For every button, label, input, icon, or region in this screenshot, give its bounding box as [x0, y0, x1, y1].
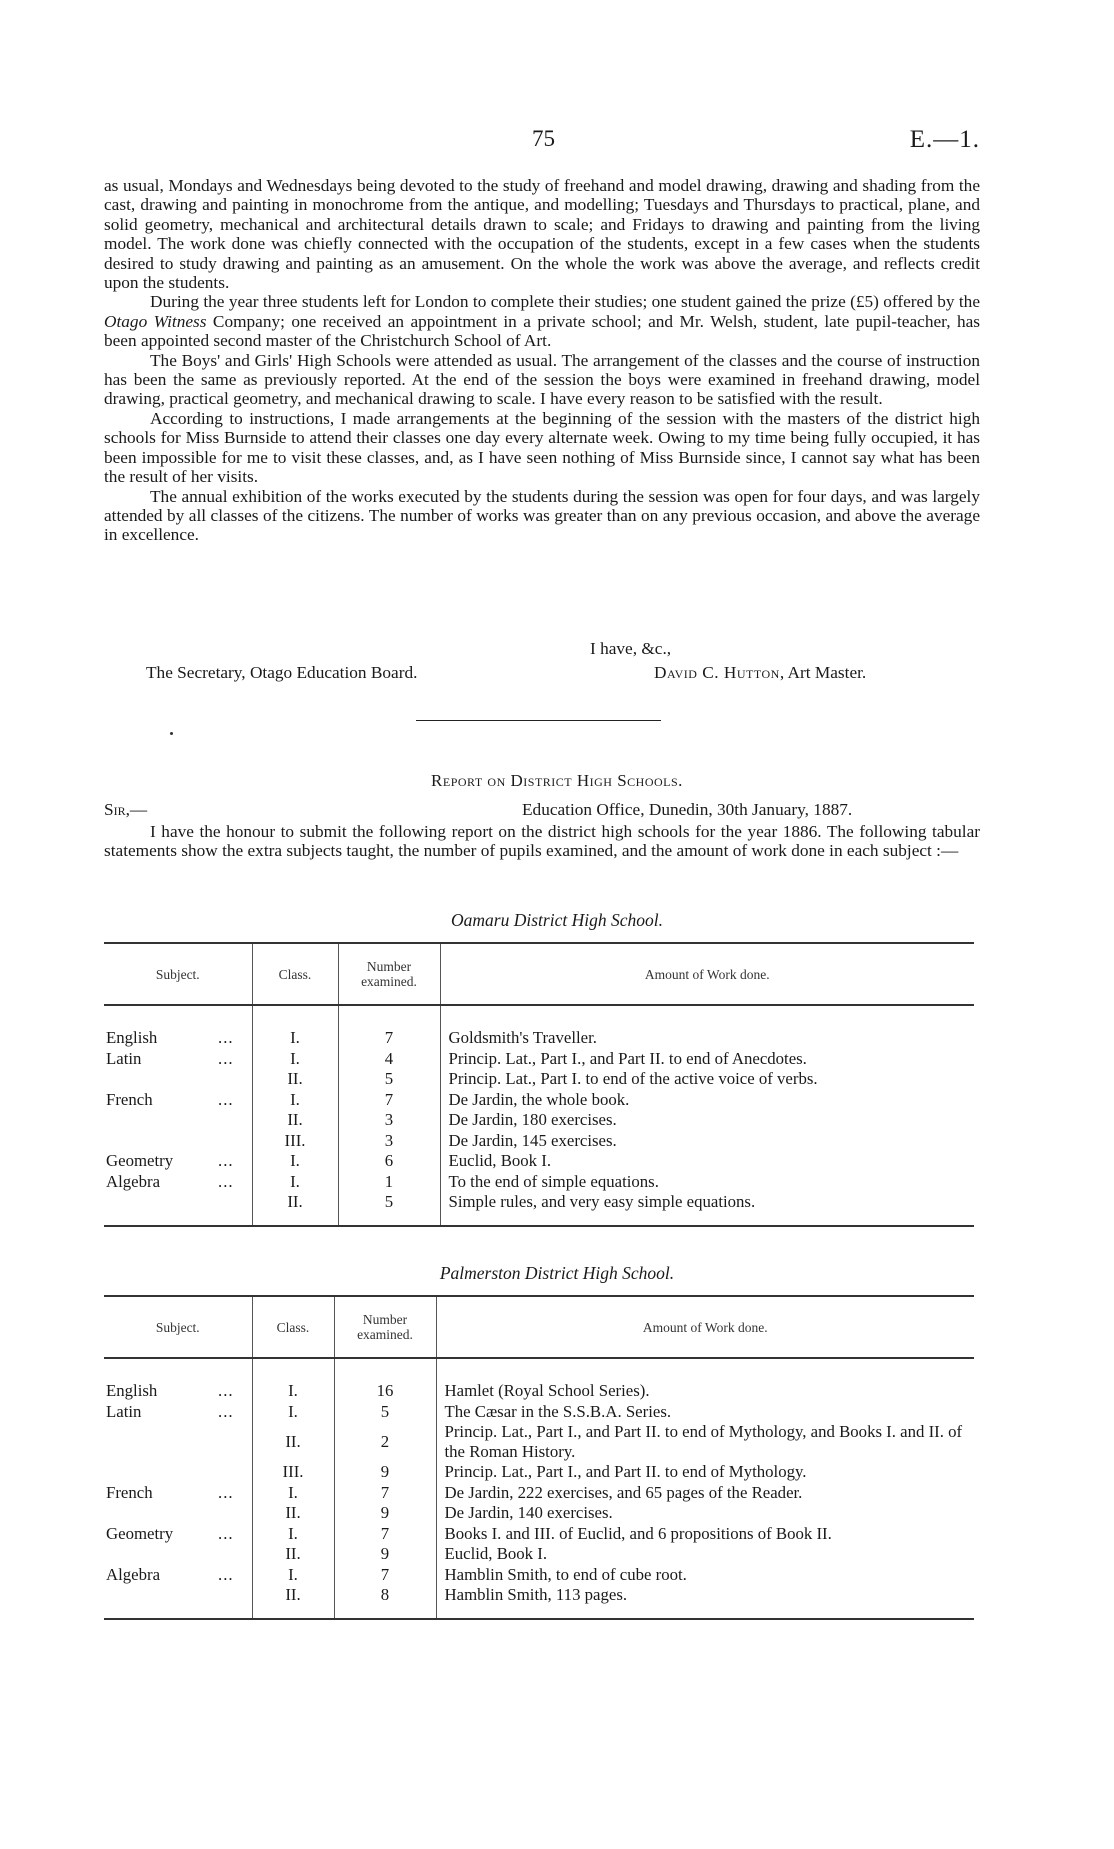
work-cell: Euclid, Book I. [448, 1151, 552, 1170]
letter-body [104, 176, 980, 545]
work-cell: Princip. Lat., Part I., and Part II. to end of Mythology, and Books I. and II. of the Roman History. [444, 1422, 963, 1461]
work-cell: De Jardin, 145 exercises. [448, 1130, 617, 1150]
table-header-row [104, 1296, 974, 1358]
spacer-cell [104, 1358, 252, 1381]
oamaru-table [104, 942, 974, 1227]
number-cell: 2 [334, 1422, 436, 1462]
number-cell: 6 [338, 1151, 440, 1172]
table-row [104, 1192, 974, 1226]
table-title-oamaru: Oamaru District High School. [451, 910, 663, 930]
class-cell: II. [252, 1110, 338, 1131]
spacer-cell [252, 1358, 334, 1381]
salutation: Sir,— [104, 800, 148, 819]
number-cell: 7 [334, 1524, 436, 1545]
paragraph [104, 351, 980, 409]
table-row [104, 1028, 974, 1049]
subject-cell [104, 1192, 252, 1226]
subject-cell [104, 1090, 252, 1111]
class-cell: I. [252, 1028, 338, 1049]
subject-cell [104, 1524, 252, 1545]
class-cell: III. [252, 1462, 334, 1483]
class-cell: I. [252, 1565, 334, 1586]
table-row [104, 1402, 974, 1423]
subject-name: Algebra [106, 1564, 161, 1584]
table-row [104, 1422, 974, 1462]
table-row [104, 1544, 974, 1565]
table-row [104, 1110, 974, 1131]
paragraph-text: According to instructions, I made arrangements at the beginning of the session with the masters of the district high schools for Miss Burnside to attend their classes one day every alternate week. Owing to my time being fully occupied, it has been impossible for me to visit these classes, and, as I have seen nothing of Miss Burnside since, I cannot say what has been the result of her visits. [104, 408, 980, 487]
subject-cell [104, 1585, 252, 1619]
subject-cell [104, 1483, 252, 1504]
column-header-subject: Subject. [104, 943, 252, 1005]
number-cell: 8 [334, 1585, 436, 1619]
table-row [104, 1524, 974, 1545]
class-cell: I. [252, 1172, 338, 1193]
paragraph [104, 487, 980, 545]
leader-dots: ... [218, 1523, 234, 1543]
table-title-palmerston: Palmerston District High School. [439, 1263, 675, 1283]
number-cell: 7 [334, 1483, 436, 1504]
class-cell: III. [252, 1131, 338, 1152]
number-cell: 5 [334, 1402, 436, 1423]
work-cell: De Jardin, 140 exercises. [444, 1503, 613, 1522]
column-header-class: Class. [252, 943, 338, 1005]
page-header [104, 126, 980, 156]
subject-name: French [106, 1089, 153, 1109]
table-header-row [104, 943, 974, 1005]
leader-dots: ... [218, 1401, 234, 1421]
class-cell: I. [252, 1402, 334, 1423]
class-cell: II. [252, 1544, 334, 1565]
subject-cell [104, 1565, 252, 1586]
number-cell: 4 [338, 1049, 440, 1070]
table-row [104, 1172, 974, 1193]
table-row [104, 1131, 974, 1152]
leader-dots: ... [218, 1171, 234, 1191]
paragraph [104, 409, 980, 487]
column-header-number [334, 1296, 436, 1358]
table-row [104, 1090, 974, 1111]
palmerston-table [104, 1295, 974, 1620]
table-row [104, 1483, 974, 1504]
subject-cell [104, 1151, 252, 1172]
work-cell: Princip. Lat., Part I., and Part II. to end of Mythology. [444, 1462, 807, 1481]
number-cell: 1 [338, 1172, 440, 1193]
paragraph [104, 292, 980, 350]
number-cell: 7 [334, 1565, 436, 1586]
work-cell: Euclid, Book I. [444, 1544, 548, 1563]
number-header-line1: Number [366, 959, 412, 974]
subject-name: English [106, 1381, 158, 1400]
table-spacer-row [104, 1358, 974, 1381]
column-header-number [338, 943, 440, 1005]
table-body [104, 1005, 974, 1226]
class-cell: II. [252, 1422, 334, 1462]
subject-cell [104, 1544, 252, 1565]
section-divider [416, 720, 661, 721]
report-title: Report on District High Schools. [431, 771, 683, 790]
spacer-cell [338, 1005, 440, 1028]
subject-cell [104, 1110, 252, 1131]
class-cell: I. [252, 1151, 338, 1172]
class-cell: I. [252, 1483, 334, 1504]
column-header-class: Class. [252, 1296, 334, 1358]
spacer-cell [440, 1005, 974, 1028]
class-cell: I. [252, 1049, 338, 1070]
document-code: E.—1. [909, 126, 980, 153]
work-cell: De Jardin, 222 exercises, and 65 pages of the Reader. [444, 1482, 803, 1502]
table-row [104, 1462, 974, 1483]
subject-cell [104, 1049, 252, 1070]
table-body [104, 1358, 974, 1619]
work-cell: Princip. Lat., Part I., and Part II. to end of Anecdotes. [448, 1048, 807, 1068]
class-cell: I. [252, 1381, 334, 1402]
table-row [104, 1069, 974, 1090]
number-cell: 9 [334, 1462, 436, 1483]
ink-speck [170, 732, 173, 735]
work-cell: Hamblin Smith, to end of cube root. [444, 1564, 687, 1584]
number-cell: 9 [334, 1544, 436, 1565]
number-cell: 9 [334, 1503, 436, 1524]
subject-cell [104, 1028, 252, 1049]
paragraph-text: as usual, Mondays and Wednesdays being devoted to the study of freehand and model drawing, drawing and shading from the cast, drawing and painting in monochrome from the antique, and modelling; Tuesdays and Thursdays to practical, plane, and solid geometry, mechanical and architectural details drawn to scale; and Fridays to drawing and painting from the living model. The work done was chiefly connected with the occupation of the students, except in a few cases when the students desired to study drawing and painting as an amusement. On the whole the work was above the average, and reflects credit upon the students. [104, 176, 980, 293]
subject-cell [104, 1402, 252, 1423]
leader-dots: ... [218, 1028, 234, 1047]
leader-dots: ... [218, 1564, 234, 1584]
table-row [104, 1049, 974, 1070]
column-header-work: Amount of Work done. [436, 1296, 974, 1358]
leader-dots: ... [218, 1089, 234, 1109]
paragraph-text: During the year three students left for London to complete their studies; one student gained the prize (£5) offered by the [150, 292, 980, 312]
number-header-line2: examined. [361, 974, 417, 989]
table-row [104, 1565, 974, 1586]
number-cell: 5 [338, 1192, 440, 1226]
column-header-subject: Subject. [104, 1296, 252, 1358]
italic-text: Otago Witness [104, 311, 207, 331]
subject-cell [104, 1131, 252, 1152]
table-row [104, 1381, 974, 1402]
number-cell: 5 [338, 1069, 440, 1090]
dateline: Education Office, Dunedin, 30th January, 1887. [522, 800, 853, 819]
signature-name: David C. Hutton [654, 663, 780, 682]
subject-name: Latin [106, 1401, 142, 1421]
spacer-cell [104, 1005, 252, 1028]
subject-name: English [106, 1028, 158, 1047]
paragraph-text: The annual exhibition of the works executed by the students during the session was open for four days, and was largely attended by all classes of the citizens. The number of works was greater than on any previous occasion, and above the average in excellence. [104, 486, 980, 545]
leader-dots: ... [218, 1482, 234, 1502]
leader-dots: ... [218, 1381, 234, 1400]
leader-dots: ... [218, 1048, 234, 1068]
subject-name: Latin [106, 1048, 142, 1068]
addressee: The Secretary, Otago Education Board. [146, 663, 418, 682]
subject-name: Geometry [106, 1523, 174, 1543]
spacer-cell [252, 1005, 338, 1028]
number-cell: 7 [338, 1090, 440, 1111]
number-cell: 7 [338, 1028, 440, 1049]
work-cell: Goldsmith's Traveller. [448, 1028, 597, 1047]
subject-name: French [106, 1482, 153, 1502]
number-cell: 3 [338, 1131, 440, 1152]
work-cell: To the end of simple equations. [448, 1171, 659, 1191]
work-cell: Princip. Lat., Part I. to end of the active voice of verbs. [448, 1069, 818, 1088]
paragraph-text: The Boys' and Girls' High Schools were attended as usual. The arrangement of the classes and the course of instruction has been the same as previously reported. At the end of the session the boys were examined in freehand drawing, model drawing, practical geometry, and mechanical drawing to scale. I have every reason to be satisfied with the result. [104, 350, 980, 409]
signature [654, 662, 866, 683]
page-number: 75 [532, 126, 555, 151]
number-header-line1: Number [362, 1312, 408, 1327]
class-cell: II. [252, 1192, 338, 1226]
column-header-work: Amount of Work done. [440, 943, 974, 1005]
table-spacer-row [104, 1005, 974, 1028]
class-cell: II. [252, 1503, 334, 1524]
class-cell: I. [252, 1524, 334, 1545]
leader-dots: ... [218, 1151, 234, 1170]
table-row [104, 1585, 974, 1619]
report-intro: I have the honour to submit the following report on the district high schools for the year 1886. The following tabular statements show the extra subjects taught, the number of pupils examined, and the amount of work done in each subject :— [104, 822, 980, 861]
class-cell: II. [252, 1585, 334, 1619]
subject-cell [104, 1462, 252, 1483]
subject-cell [104, 1381, 252, 1402]
spacer-cell [436, 1358, 974, 1381]
subject-name: Geometry [106, 1151, 174, 1170]
class-cell: I. [252, 1090, 338, 1111]
closing-formula: I have, &c., [590, 639, 672, 658]
work-cell: Books I. and III. of Euclid, and 6 propositions of Book II. [444, 1523, 832, 1543]
number-cell: 16 [334, 1381, 436, 1402]
work-cell: De Jardin, the whole book. [448, 1089, 630, 1109]
work-cell: De Jardin, 180 exercises. [448, 1110, 617, 1129]
work-cell: Hamlet (Royal School Series). [444, 1381, 650, 1400]
paragraph-text: Company; one received an appointment in a private school; and Mr. Welsh, student, late pupil-teacher, has been appointed second master of the Christchurch School of Art. [104, 311, 980, 351]
subject-name: Algebra [106, 1171, 161, 1191]
table-row [104, 1151, 974, 1172]
signature-title: , Art Master. [779, 663, 867, 682]
work-cell: Hamblin Smith, 113 pages. [444, 1585, 628, 1604]
number-header-line2: examined. [357, 1327, 413, 1342]
work-cell: The Cæsar in the S.S.B.A. Series. [444, 1401, 672, 1421]
subject-cell [104, 1503, 252, 1524]
subject-cell [104, 1422, 252, 1462]
spacer-cell [334, 1358, 436, 1381]
work-cell: Simple rules, and very easy simple equations. [448, 1192, 756, 1211]
class-cell: II. [252, 1069, 338, 1090]
paragraph [104, 176, 980, 292]
number-cell: 3 [338, 1110, 440, 1131]
subject-cell [104, 1172, 252, 1193]
table-row [104, 1503, 974, 1524]
subject-cell [104, 1069, 252, 1090]
